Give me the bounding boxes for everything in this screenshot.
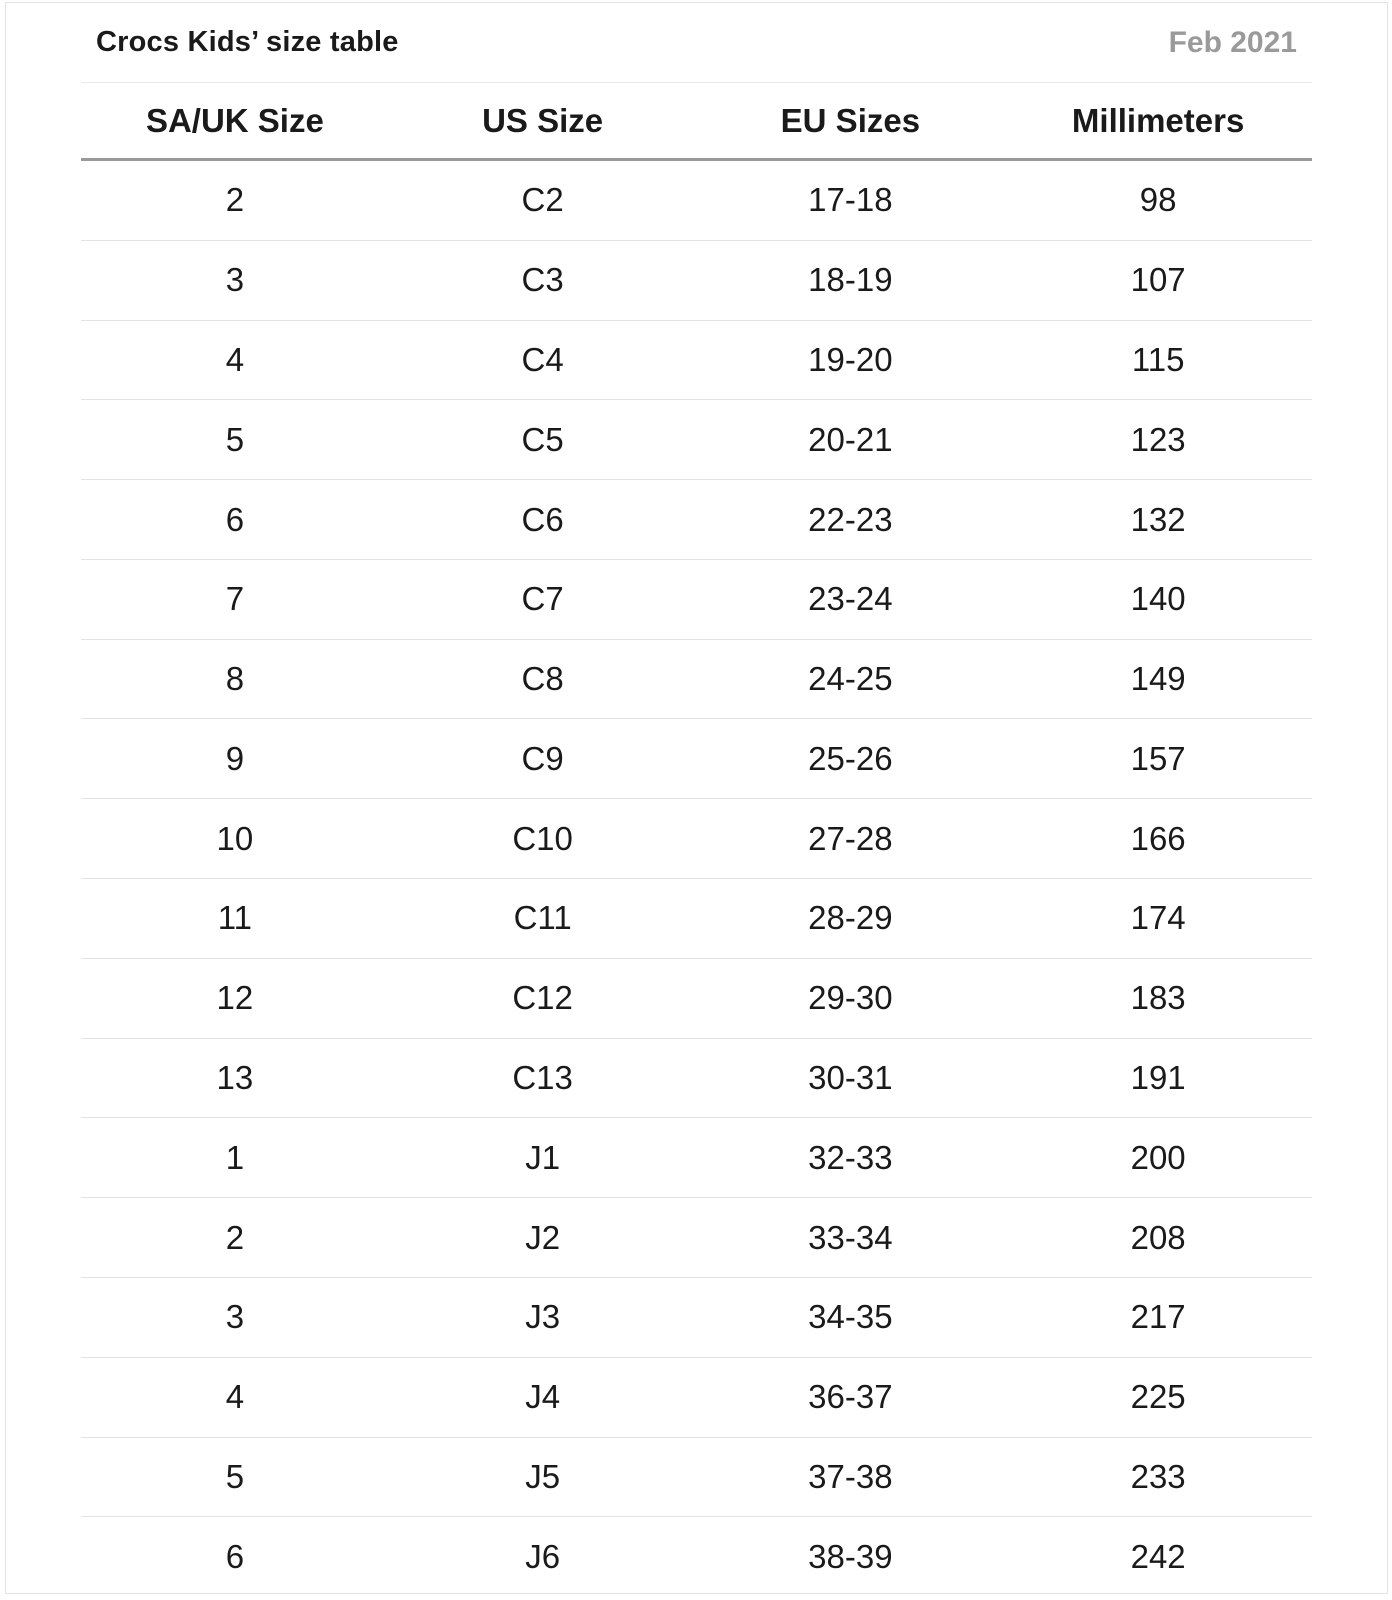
column-header-row	[81, 83, 1312, 161]
column-header-eu-sizes: EU Sizes	[780, 101, 921, 139]
table-row	[81, 161, 1312, 240]
table-row	[81, 1117, 1312, 1197]
title-row	[81, 3, 1312, 83]
cell-sa-uk-size: 13	[216, 1058, 254, 1096]
cell-eu-sizes: 29-30	[808, 979, 893, 1017]
cell-millimeters: 217	[1130, 1298, 1186, 1336]
table-row	[81, 479, 1312, 559]
cell-sa-uk-size: 5	[225, 420, 245, 458]
cell-millimeters: 166	[1130, 819, 1186, 857]
cell-eu-sizes: 33-34	[808, 1218, 893, 1256]
table-row	[81, 1437, 1312, 1517]
column-header-millimeters: Millimeters	[1071, 101, 1245, 139]
cell-us-size: C2	[521, 181, 564, 219]
cell-eu-sizes: 25-26	[808, 739, 893, 777]
cell-us-size: C7	[521, 580, 564, 618]
table-row	[81, 1357, 1312, 1437]
table-row	[81, 1516, 1312, 1596]
cell-us-size: C6	[521, 500, 564, 538]
table-row	[81, 798, 1312, 878]
cell-us-size: C8	[521, 660, 564, 698]
cell-sa-uk-size: 6	[225, 500, 245, 538]
cell-millimeters: 123	[1130, 420, 1186, 458]
cell-us-size: C12	[512, 979, 573, 1017]
table-row	[81, 878, 1312, 958]
size-table-card	[5, 2, 1388, 1594]
cell-millimeters: 200	[1130, 1138, 1186, 1176]
cell-eu-sizes: 19-20	[808, 340, 893, 378]
cell-sa-uk-size: 4	[225, 340, 245, 378]
cell-eu-sizes: 38-39	[808, 1537, 893, 1575]
cell-us-size: C3	[521, 261, 564, 299]
cell-eu-sizes: 30-31	[808, 1058, 893, 1096]
cell-us-size: C11	[513, 899, 572, 937]
table-row	[81, 399, 1312, 479]
table-date: Feb 2021	[1168, 25, 1297, 59]
cell-eu-sizes: 27-28	[808, 819, 893, 857]
cell-eu-sizes: 17-18	[808, 181, 893, 219]
cell-millimeters: 208	[1130, 1218, 1186, 1256]
cell-eu-sizes: 23-24	[808, 580, 893, 618]
cell-millimeters: 107	[1130, 261, 1186, 299]
cell-sa-uk-size: 8	[225, 660, 245, 698]
cell-millimeters: 183	[1130, 979, 1186, 1017]
column-header-us-size: US Size	[482, 101, 604, 139]
cell-millimeters: 140	[1130, 580, 1186, 618]
cell-sa-uk-size: 5	[225, 1457, 245, 1495]
cell-sa-uk-size: 3	[225, 1298, 245, 1336]
table-row	[81, 559, 1312, 639]
cell-millimeters: 132	[1130, 500, 1186, 538]
cell-us-size: J6	[525, 1537, 561, 1575]
table-body	[81, 161, 1312, 1596]
column-header-sa-uk-size: SA/UK Size	[145, 101, 324, 139]
cell-sa-uk-size: 4	[225, 1378, 245, 1416]
cell-us-size: J5	[525, 1457, 561, 1495]
cell-us-size: C5	[521, 420, 564, 458]
cell-sa-uk-size: 11	[217, 899, 252, 937]
cell-millimeters: 149	[1130, 660, 1186, 698]
cell-sa-uk-size: 7	[225, 580, 245, 618]
cell-eu-sizes: 22-23	[808, 500, 893, 538]
cell-us-size: J3	[525, 1298, 561, 1336]
cell-millimeters: 242	[1130, 1537, 1186, 1575]
cell-eu-sizes: 28-29	[808, 899, 893, 937]
cell-millimeters: 115	[1131, 340, 1185, 378]
table-row	[81, 1038, 1312, 1118]
cell-eu-sizes: 32-33	[808, 1138, 893, 1176]
cell-us-size: J2	[525, 1218, 561, 1256]
cell-us-size: C10	[512, 819, 573, 857]
table-row	[81, 320, 1312, 400]
cell-eu-sizes: 34-35	[808, 1298, 893, 1336]
cell-sa-uk-size: 9	[225, 739, 245, 777]
card-content	[6, 3, 1387, 1596]
table-title: Crocs Kids’ size table	[96, 26, 399, 58]
cell-eu-sizes: 24-25	[808, 660, 893, 698]
cell-us-size: C9	[521, 739, 564, 777]
cell-sa-uk-size: 2	[225, 181, 245, 219]
cell-us-size: J1	[525, 1138, 561, 1176]
table-row	[81, 1197, 1312, 1277]
cell-millimeters: 225	[1130, 1378, 1186, 1416]
cell-millimeters: 191	[1130, 1058, 1186, 1096]
cell-us-size: C13	[512, 1058, 573, 1096]
cell-millimeters: 174	[1130, 899, 1186, 937]
cell-sa-uk-size: 10	[216, 819, 254, 857]
table-row	[81, 1277, 1312, 1357]
cell-sa-uk-size: 3	[225, 261, 245, 299]
cell-eu-sizes: 36-37	[808, 1378, 893, 1416]
cell-millimeters: 98	[1139, 181, 1177, 219]
cell-sa-uk-size: 1	[225, 1138, 245, 1176]
table-row	[81, 240, 1312, 320]
cell-us-size: C4	[521, 340, 564, 378]
cell-sa-uk-size: 2	[225, 1218, 245, 1256]
cell-sa-uk-size: 6	[225, 1537, 245, 1575]
cell-millimeters: 233	[1130, 1457, 1186, 1495]
cell-eu-sizes: 18-19	[808, 261, 893, 299]
table-row	[81, 639, 1312, 719]
cell-eu-sizes: 37-38	[808, 1457, 893, 1495]
cell-us-size: J4	[525, 1378, 561, 1416]
table-row	[81, 718, 1312, 798]
table-row	[81, 958, 1312, 1038]
cell-millimeters: 157	[1130, 739, 1186, 777]
cell-sa-uk-size: 12	[216, 979, 254, 1017]
cell-eu-sizes: 20-21	[808, 420, 893, 458]
